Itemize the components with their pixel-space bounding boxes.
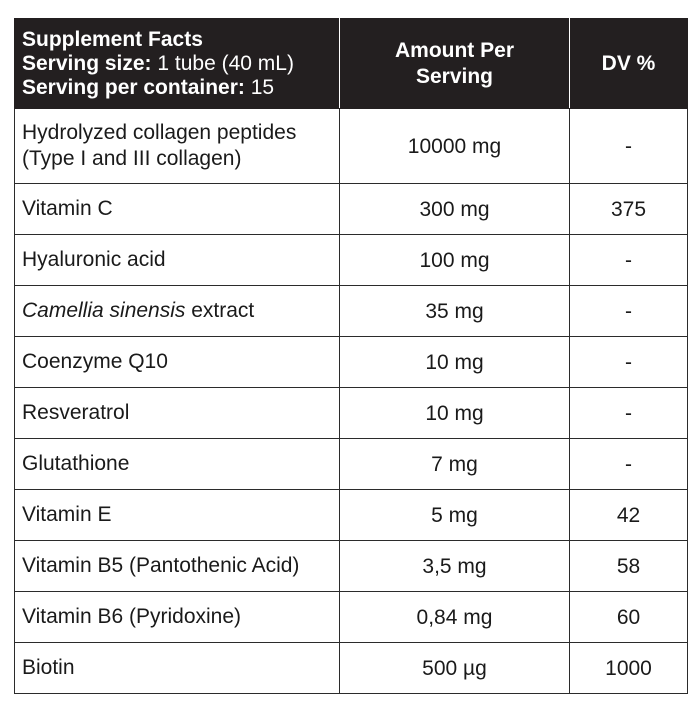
amount-header-line2: Serving — [415, 64, 494, 88]
ingredient-amount — [340, 235, 570, 286]
table-row — [15, 439, 688, 490]
amount-value: 35 mg — [425, 300, 484, 323]
amount-value: 300 mg — [419, 198, 490, 221]
dv-value: - — [625, 249, 632, 272]
ingredient-dv — [570, 235, 688, 286]
ingredient-amount — [340, 439, 570, 490]
dv-value: - — [625, 351, 632, 374]
table-row — [15, 643, 688, 694]
dv-value: - — [625, 402, 632, 425]
title-cell — [15, 19, 340, 109]
ingredient-name: Vitamin C — [15, 184, 340, 235]
table-row — [15, 337, 688, 388]
supplement-facts-table — [14, 18, 688, 694]
amount-header-line1: Amount Per — [394, 38, 514, 62]
ingredient-name: Hyaluronic acid — [15, 235, 340, 286]
ingredient-name — [15, 286, 340, 337]
amount-per-serving-header — [340, 19, 570, 109]
table-title: Supplement Facts — [22, 27, 203, 51]
amount-value: 500 µg — [422, 657, 487, 680]
ingredient-name-italic: Camellia sinensis — [22, 299, 186, 322]
table-row — [15, 490, 688, 541]
amount-value: 7 mg — [431, 453, 478, 476]
ingredient-dv — [570, 286, 688, 337]
ingredient-name — [15, 109, 340, 184]
table-row — [15, 388, 688, 439]
ingredient-amount — [340, 184, 570, 235]
ingredient-name-rest: extract — [185, 299, 255, 322]
ingredient-amount — [340, 490, 570, 541]
servings-per-container — [22, 76, 339, 100]
ingredient-dv — [570, 337, 688, 388]
ingredient-amount — [340, 109, 570, 184]
ingredient-name-line1: Hydrolyzed collagen peptides — [22, 121, 297, 144]
table-row — [15, 286, 688, 337]
ingredient-name: Glutathione — [15, 439, 340, 490]
servings-per-container-label: Serving per container: — [22, 75, 245, 99]
ingredient-amount — [340, 541, 570, 592]
table-row — [15, 541, 688, 592]
servings-per-container-value: 15 — [244, 75, 275, 99]
serving-size — [22, 52, 339, 76]
ingredient-amount — [340, 286, 570, 337]
ingredient-name: Biotin — [15, 643, 340, 694]
ingredient-amount — [340, 337, 570, 388]
ingredient-name: Resveratrol — [15, 388, 340, 439]
ingredient-name: Vitamin B6 (Pyridoxine) — [15, 592, 340, 643]
table-row — [15, 184, 688, 235]
dv-value: - — [625, 453, 632, 476]
dv-value: - — [625, 300, 632, 323]
amount-value: 5 mg — [431, 504, 478, 527]
ingredient-amount — [340, 643, 570, 694]
ingredient-dv — [570, 388, 688, 439]
dv-value: 42 — [616, 504, 641, 527]
amount-value: 10 mg — [425, 351, 484, 374]
amount-value: 3,5 mg — [422, 555, 487, 578]
ingredient-name: Coenzyme Q10 — [15, 337, 340, 388]
ingredient-dv — [570, 643, 688, 694]
ingredient-amount — [340, 592, 570, 643]
serving-size-label: Serving size: — [22, 51, 152, 75]
table-header-row — [15, 19, 688, 109]
ingredient-dv — [570, 541, 688, 592]
ingredient-dv — [570, 592, 688, 643]
ingredient-name: Vitamin B5 (Pantothenic Acid) — [15, 541, 340, 592]
ingredient-name: Vitamin E — [15, 490, 340, 541]
dv-value: 1000 — [605, 657, 652, 680]
ingredient-name-line2: (Type I and III collagen) — [22, 147, 242, 170]
dv-value: 60 — [616, 606, 641, 629]
ingredient-dv — [570, 109, 688, 184]
ingredient-dv — [570, 439, 688, 490]
dv-value: - — [625, 135, 632, 158]
table-row — [15, 109, 688, 184]
ingredient-amount — [340, 388, 570, 439]
amount-value: 10 mg — [425, 402, 484, 425]
serving-size-value: 1 tube (40 mL) — [151, 51, 294, 75]
amount-value: 100 mg — [419, 249, 490, 272]
ingredient-dv — [570, 184, 688, 235]
table-row — [15, 592, 688, 643]
dv-value: 58 — [616, 555, 641, 578]
dv-value: 375 — [610, 198, 647, 221]
table-row — [15, 235, 688, 286]
amount-value: 10000 mg — [407, 135, 502, 158]
amount-value: 0,84 mg — [416, 606, 493, 629]
ingredient-dv — [570, 490, 688, 541]
dv-percent-header: DV % — [570, 19, 688, 109]
